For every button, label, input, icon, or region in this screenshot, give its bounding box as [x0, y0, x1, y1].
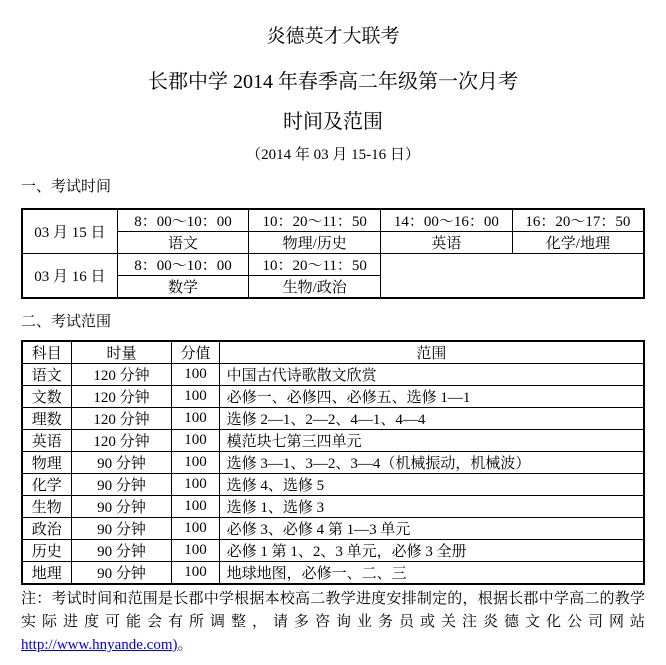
subject-cell: 语文 [22, 364, 71, 386]
table-row [22, 518, 644, 540]
duration-cell: 120 分钟 [71, 408, 172, 430]
column-header-subject: 科目 [22, 341, 71, 364]
range-cell: 地球地图，必修一、二、三 [219, 562, 644, 585]
score-cell: 100 [172, 540, 219, 562]
schedule-subject-cell: 数学 [117, 276, 249, 299]
website-link[interactable]: http://www.hnyande.com) [21, 637, 178, 653]
duration-cell: 90 分钟 [71, 474, 172, 496]
schedule-subject-cell: 物理/历史 [249, 232, 381, 254]
range-cell: 必修 1 第 1、2、3 单元，必修 3 全册 [219, 540, 644, 562]
table-header-row [22, 341, 644, 364]
duration-cell: 120 分钟 [71, 386, 172, 408]
range-cell: 必修一、必修四、必修五、选修 1—1 [219, 386, 644, 408]
subject-cell: 化学 [22, 474, 71, 496]
subject-cell: 英语 [22, 430, 71, 452]
duration-cell: 90 分钟 [71, 518, 172, 540]
table-row [22, 540, 644, 562]
range-cell: 必修 3、必修 4 第 1—3 单元 [219, 518, 644, 540]
schedule-time-cell: 10：20～11：50 [249, 254, 381, 276]
score-cell: 100 [172, 364, 219, 386]
subject-cell: 物理 [22, 452, 71, 474]
schedule-time-cell: 14：00～16：00 [381, 209, 513, 232]
subject-cell: 理数 [22, 408, 71, 430]
footer-note [21, 588, 645, 657]
subject-cell: 文数 [22, 386, 71, 408]
footer-note-text: 注：考试时间和范围是长郡中学根据本校高二教学进度安排制定的，根据长郡中学高二的教学实际进度可能会有所调整，请多咨询业务员或关注炎德文化公司网站 [21, 591, 645, 630]
exam-schedule-table [21, 208, 645, 299]
doc-subtitle: 长郡中学 2014 年春季高二年级第一次月考 [148, 71, 518, 93]
table-row [22, 430, 644, 452]
table-row [22, 408, 644, 430]
range-cell: 选修 2—1、2—2、4—1、4—4 [219, 408, 644, 430]
schedule-time-cell: 8：00～10：00 [117, 254, 249, 276]
score-cell: 100 [172, 430, 219, 452]
table-row [22, 254, 644, 276]
duration-cell: 90 分钟 [71, 496, 172, 518]
schedule-date-cell: 03 月 15 日 [22, 209, 117, 254]
range-cell: 选修 3—1、3—2、3—4（机械振动，机械波） [219, 452, 644, 474]
duration-cell: 120 分钟 [71, 364, 172, 386]
table-row [22, 386, 644, 408]
table-row [22, 364, 644, 386]
column-header-range: 范围 [219, 341, 644, 364]
score-cell: 100 [172, 496, 219, 518]
table-row [22, 474, 644, 496]
doc-title: 炎德英才大联考 [266, 26, 400, 47]
section1-heading: 一、考试时间 [21, 179, 112, 195]
duration-cell: 90 分钟 [71, 540, 172, 562]
subject-cell: 政治 [22, 518, 71, 540]
schedule-date-cell: 03 月 16 日 [22, 254, 117, 299]
schedule-subject-cell: 化学/地理 [512, 232, 644, 254]
range-cell: 选修 1、选修 3 [219, 496, 644, 518]
score-cell: 100 [172, 562, 219, 585]
range-cell: 模范块七第三四单元 [219, 430, 644, 452]
score-cell: 100 [172, 518, 219, 540]
range-cell: 选修 4、选修 5 [219, 474, 644, 496]
score-cell: 100 [172, 452, 219, 474]
duration-cell: 90 分钟 [71, 562, 172, 585]
footer-note-suffix: 。 [177, 637, 193, 653]
score-cell: 100 [172, 386, 219, 408]
score-cell: 100 [172, 408, 219, 430]
doc-date-range: （2014 年 03 月 15-16 日） [246, 147, 420, 163]
column-header-duration: 时量 [71, 341, 172, 364]
table-row [22, 452, 644, 474]
column-header-score: 分值 [172, 341, 219, 364]
subject-cell: 地理 [22, 562, 71, 585]
exam-scope-table [21, 340, 645, 585]
table-row [22, 209, 644, 232]
document-page [0, 26, 666, 657]
schedule-subject-cell: 生物/政治 [249, 276, 381, 299]
section2-heading: 二、考试范围 [21, 314, 112, 330]
score-cell: 100 [172, 474, 219, 496]
subject-cell: 历史 [22, 540, 71, 562]
schedule-empty-cell [381, 254, 644, 299]
schedule-subject-cell: 英语 [381, 232, 513, 254]
duration-cell: 120 分钟 [71, 430, 172, 452]
schedule-time-cell: 10：20～11：50 [249, 209, 381, 232]
table-row [22, 562, 644, 585]
doc-subtitle2: 时间及范围 [283, 111, 383, 133]
schedule-time-cell: 8：00～10：00 [117, 209, 249, 232]
subject-cell: 生物 [22, 496, 71, 518]
schedule-time-cell: 16：20～17：50 [512, 209, 644, 232]
duration-cell: 90 分钟 [71, 452, 172, 474]
table-row [22, 496, 644, 518]
schedule-subject-cell: 语文 [117, 232, 249, 254]
range-cell: 中国古代诗歌散文欣赏 [219, 364, 644, 386]
